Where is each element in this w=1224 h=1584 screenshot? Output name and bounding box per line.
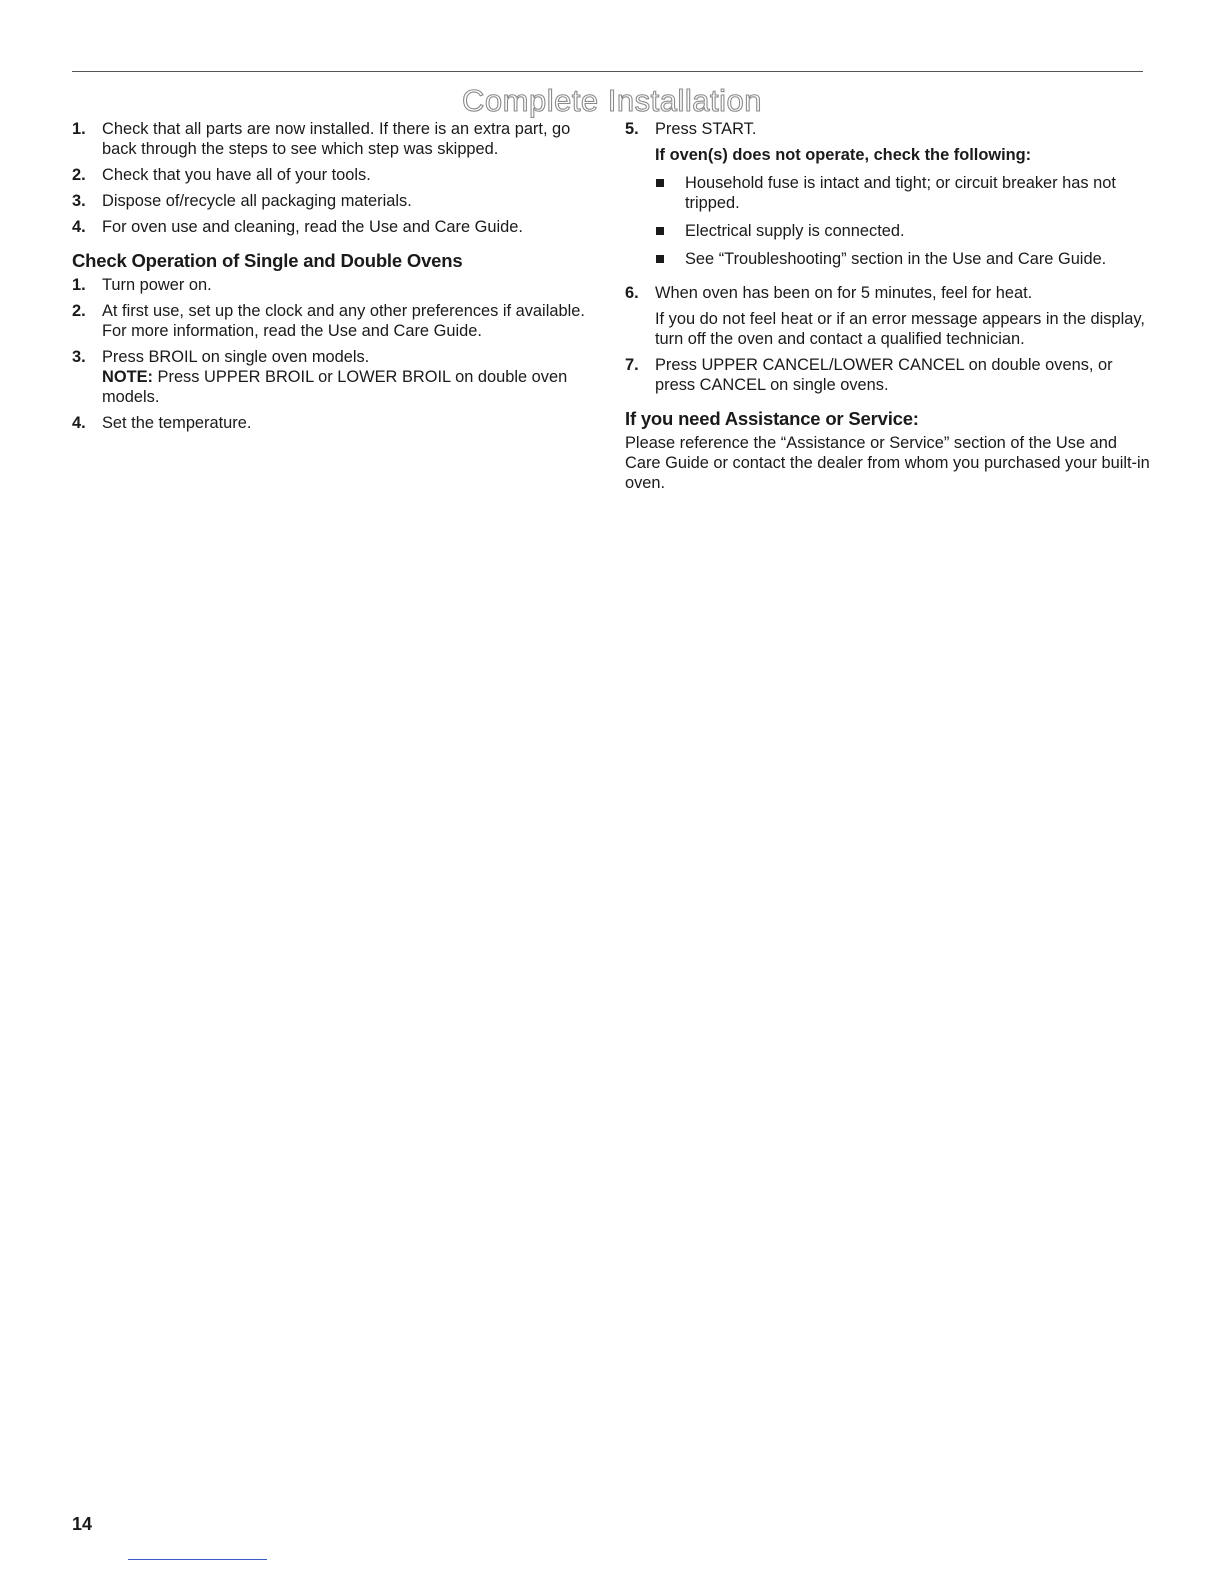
step-number: 6. xyxy=(625,284,639,302)
step-text: Press START. xyxy=(655,120,757,138)
check-operation-steps-list xyxy=(72,275,592,433)
footer-rule xyxy=(128,1559,267,1560)
note-label: NOTE: xyxy=(102,368,153,386)
square-bullet-icon xyxy=(655,249,685,269)
square-bullet-icon xyxy=(655,173,685,193)
operation-step xyxy=(625,355,1153,395)
troubleshoot-item xyxy=(655,249,1153,269)
step-number: 3. xyxy=(72,348,86,366)
assistance-text: Please reference the “Assistance or Service” section of the Use and Care Guide or contact the dealer from whom you purchased your built-in oven. xyxy=(625,434,1150,492)
troubleshoot-item xyxy=(655,221,1153,241)
troubleshoot-text: See “Troubleshooting” section in the Use and Care Guide. xyxy=(685,250,1107,268)
step-body xyxy=(655,283,1153,349)
troubleshoot-text: Household fuse is intact and tight; or circuit breaker has not tripped. xyxy=(685,174,1116,212)
step-text: Check that all parts are now installed. If there is an extra part, go back through the steps to see which step was skipped. xyxy=(102,120,571,158)
operation-step xyxy=(72,413,592,433)
troubleshoot-list xyxy=(655,173,1153,269)
left-column xyxy=(72,119,592,439)
check-operation-heading: Check Operation of Single and Double Ovens xyxy=(72,250,463,271)
step-text: Press UPPER CANCEL/LOWER CANCEL on double ovens, or press CANCEL on single ovens. xyxy=(655,356,1113,394)
step-text: Dispose of/recycle all packaging materials. xyxy=(102,192,412,210)
operation-step xyxy=(625,119,1153,277)
step-number: 5. xyxy=(625,120,639,138)
step-number: 7. xyxy=(625,356,639,374)
step-number: 2. xyxy=(72,302,86,320)
step-paragraph: If you do not feel heat or if an error message appears in the display, turn off the oven and contact a qualified technician. xyxy=(655,310,1145,348)
step-number: 2. xyxy=(72,166,86,184)
page-number: 14 xyxy=(72,1514,93,1534)
intro-step xyxy=(72,165,592,185)
step-text: Set the temperature. xyxy=(102,414,252,432)
step-number: 3. xyxy=(72,192,86,210)
assistance-heading: If you need Assistance or Service: xyxy=(625,408,919,429)
step-number: 4. xyxy=(72,414,86,432)
operation-step xyxy=(625,283,1153,349)
right-column xyxy=(625,119,1153,493)
troubleshoot-item xyxy=(655,173,1153,213)
intro-step xyxy=(72,119,592,159)
step-text: Press BROIL on single oven models. xyxy=(102,348,370,366)
operation-step xyxy=(72,301,592,341)
step-body xyxy=(655,119,1153,277)
step-text: Check that you have all of your tools. xyxy=(102,166,371,184)
step-text: When oven has been on for 5 minutes, feel for heat. xyxy=(655,284,1033,302)
top-rule xyxy=(72,71,1143,72)
operation-step xyxy=(72,275,592,295)
step-text: Turn power on. xyxy=(102,276,212,294)
step-body xyxy=(102,347,592,407)
note-text: Press UPPER BROIL or LOWER BROIL on double oven models. xyxy=(102,368,568,406)
check-operation-steps-continued xyxy=(625,119,1153,395)
troubleshoot-text: Electrical supply is connected. xyxy=(685,222,905,240)
intro-step xyxy=(72,217,592,237)
troubleshoot-heading: If oven(s) does not operate, check the following: xyxy=(655,146,1032,164)
square-bullet-icon xyxy=(655,221,685,241)
intro-steps-list xyxy=(72,119,592,237)
step-number: 4. xyxy=(72,218,86,236)
intro-step xyxy=(72,191,592,211)
step-number: 1. xyxy=(72,276,86,294)
step-number: 1. xyxy=(72,120,86,138)
operation-step xyxy=(72,347,592,407)
step-text: For oven use and cleaning, read the Use and Care Guide. xyxy=(102,218,523,236)
step-text: At first use, set up the clock and any other preferences if available. For more information, read the Use and Care Guide. xyxy=(102,302,585,340)
page-title: Complete Installation xyxy=(462,83,762,118)
